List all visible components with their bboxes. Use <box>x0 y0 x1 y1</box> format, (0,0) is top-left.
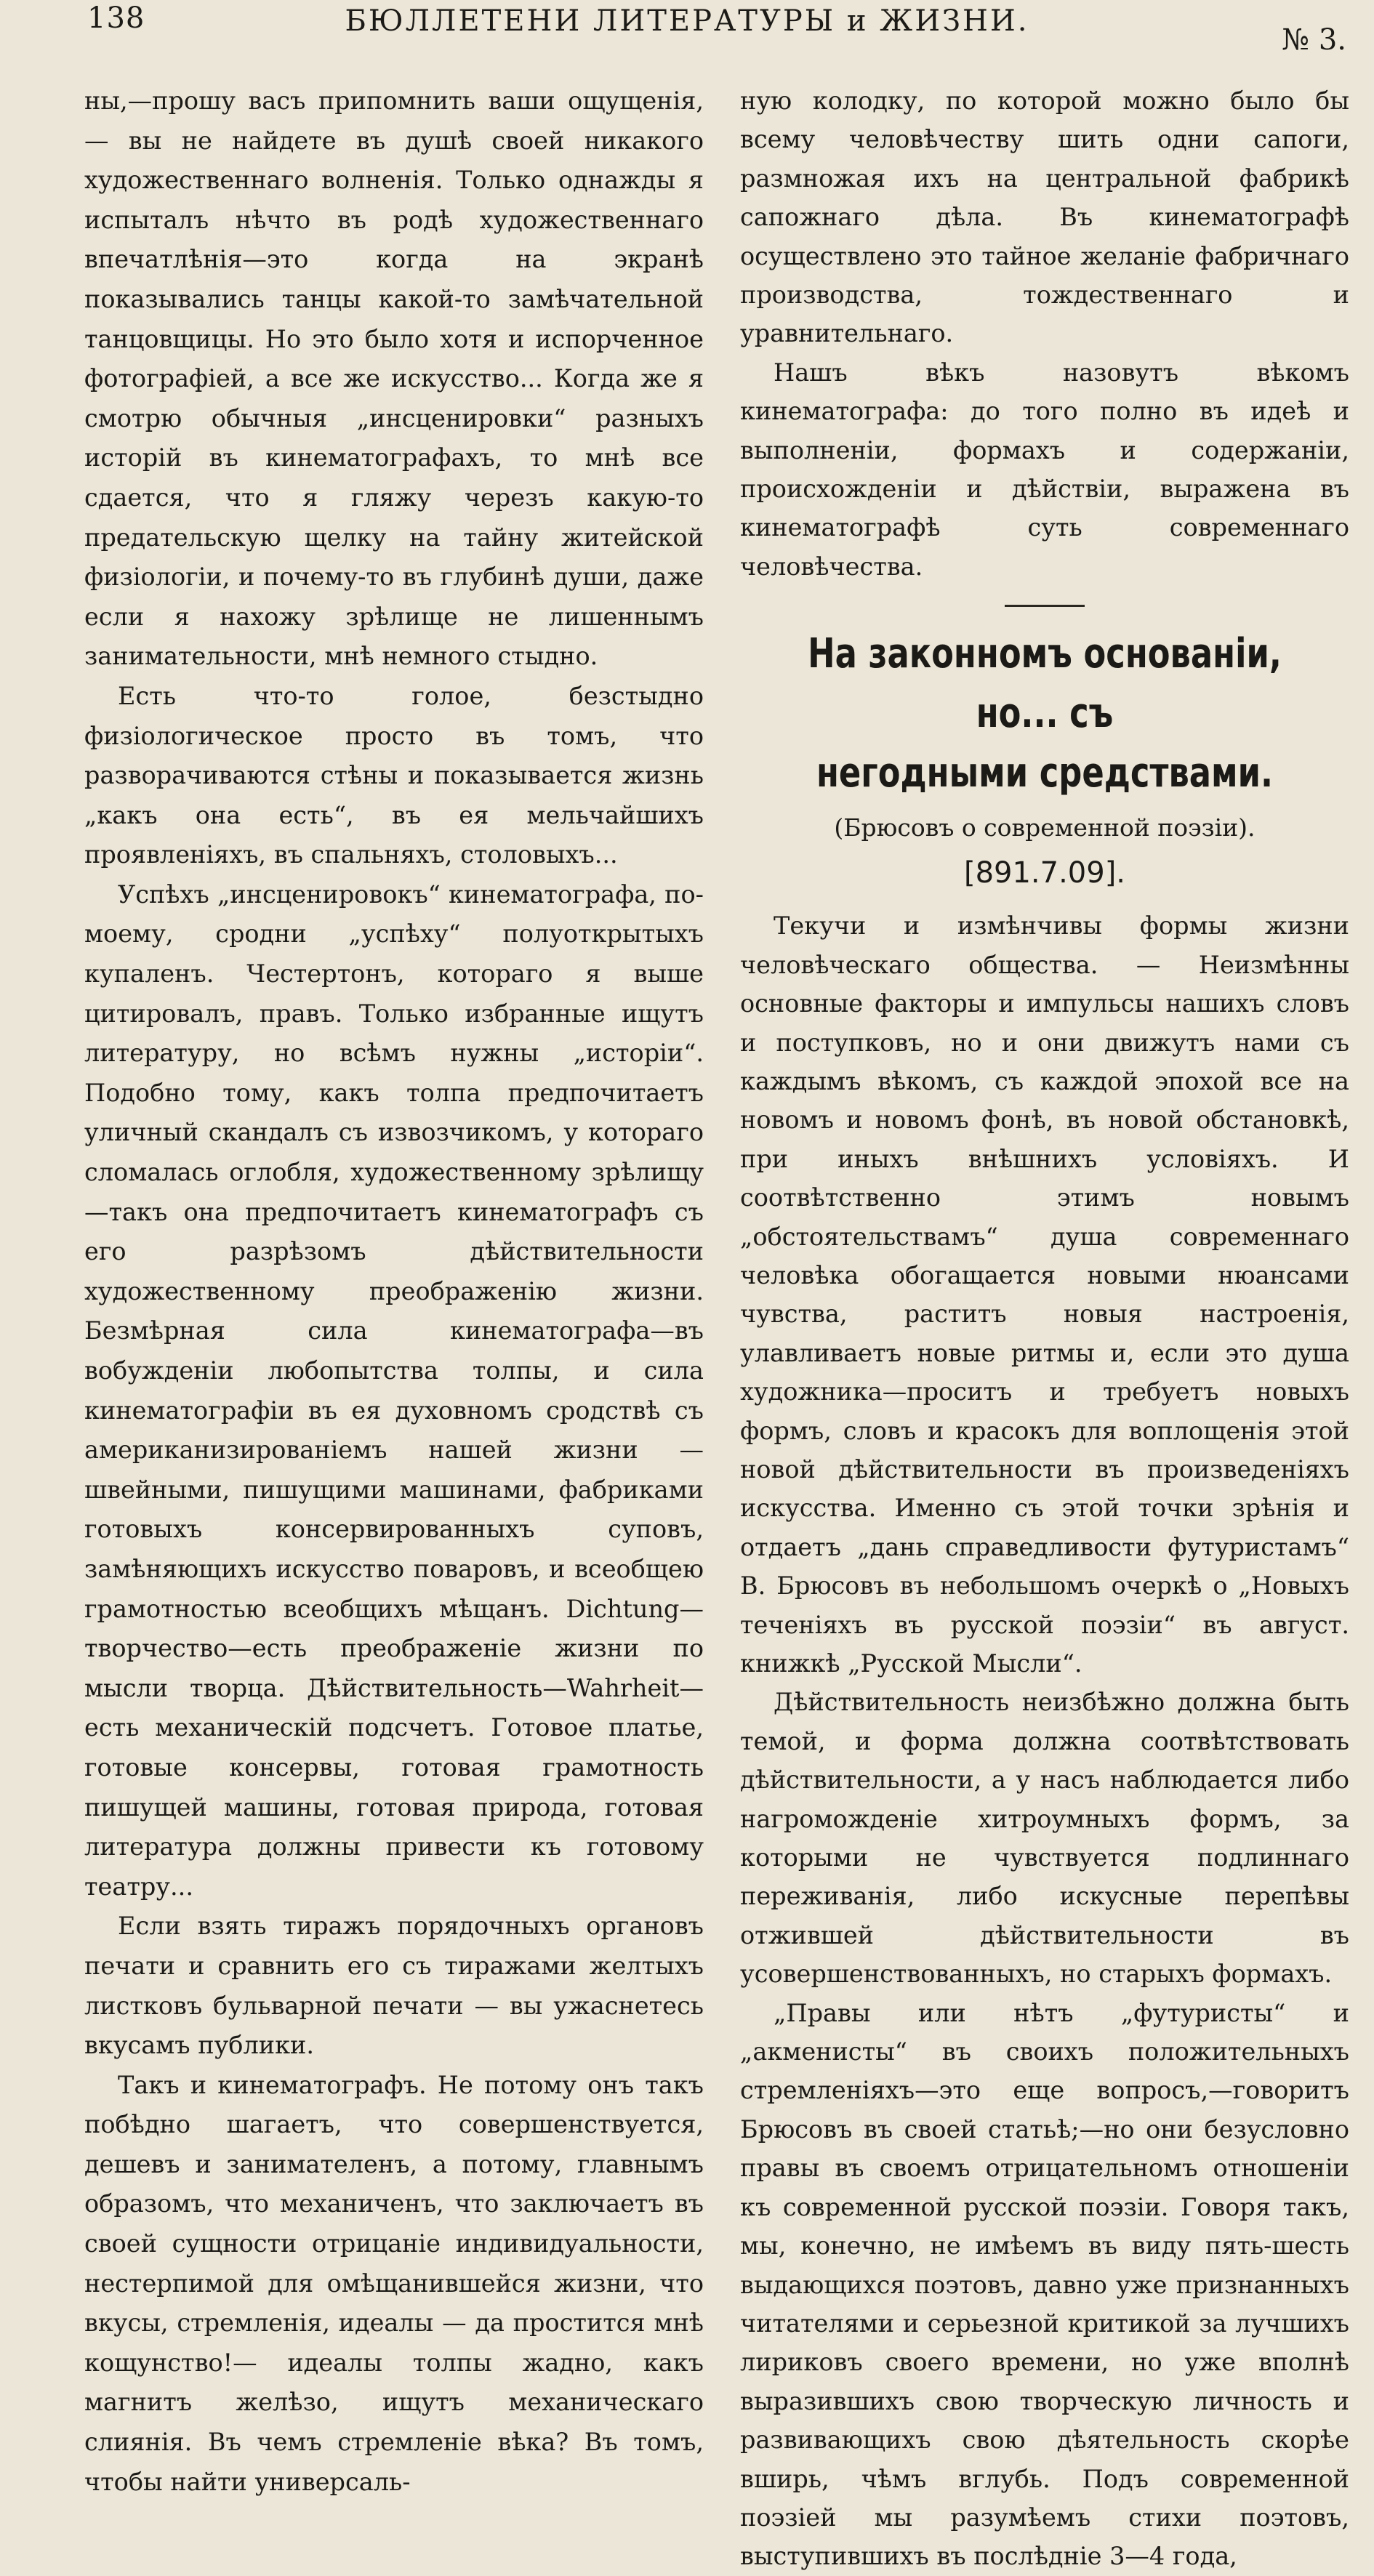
article-title-line: На законномъ основаніи, но... съ <box>808 630 1282 738</box>
paragraph: „Правы или нѣтъ „футуристы“ и „акменисты“ въ своихъ положительныхъ стремленіяхъ—это еще вопросъ,—говоритъ Брюсовъ въ своей статьѣ;—но они безусловно правы въ своемъ отрицательномъ отношеніи къ современной русской поэзіи. Говоря такъ, мы, конечно, не имѣемъ въ виду пять-шесть выдающихся поэтовъ, давно уже признанныхъ читателями и серьезной критикой за лучшихъ лириковъ своего времени, но уже вполнѣ выразившихъ свою творческую личность и развивающихъ свою дѣятельность скорѣе вширь, чѣмъ вглубь. Подъ современной поэзіей мы разумѣемъ стихи поэтовъ, выступившихъ въ послѣдніе 3—4 года, <box>740 1998 1349 2571</box>
article-subtitle: (Брюсовъ о современной поэзіи). <box>834 813 1256 842</box>
paragraph: ны,—прошу васъ припомнить ваши ощущенія,— вы не найдете въ душѣ своей никакого художественнаго волненія. Только однажды я испыталъ нѣчто въ родѣ художественнаго впечатлѣнія—это когда на экранѣ показывались танцы какой-то замѣчательной танцовщицы. Но это было хотя и испорченное фотографіей, а все же искусство... Когда же я смотрю обычныя „инсценировки“ разныхъ исторій въ кинематографахъ, то мнѣ все сдается, что я гляжу черезъ какую-то предательскую щелку на тайну житейской физіологіи, и почему-то въ глубинѣ души, даже если я нахожу зрѣлище не лишеннымъ занимательности, мнѣ немного стыдно. <box>84 86 704 671</box>
paragraph: Если взять тиражъ порядочныхъ органовъ печати и сравнить его съ тиражами желтыхъ листковъ бульварной печати — вы ужаснетесь вкусамъ публики. <box>84 1912 704 2060</box>
page-header <box>0 0 1374 58</box>
right-column <box>740 81 1349 2576</box>
paragraph: Дѣйствительность неизбѣжно должна быть темой, и форма должна соотвѣтствовать дѣйствительности, а у насъ наблюдается либо нагроможденіе хитроумныхъ формъ, за которыми не чувствуется подлиннаго переживанія, либо искусные перепѣвы отжившей дѣйствительности въ усовершенствованныхъ, но старыхъ формахъ. <box>740 1688 1349 1989</box>
section-divider <box>1005 605 1085 607</box>
left-column <box>84 81 704 2502</box>
paragraph: ную колодку, по которой можно было бы всему человѣчеству шить одни сапоги, размножая ихъ на центральной фабрикѣ сапожнаго дѣла. Въ кинематографѣ осуществлено это тайное желаніе фабричнаго производства, тождественнаго и уравнительнаго. <box>740 86 1349 348</box>
article-heading <box>740 624 1349 896</box>
paragraph: Успѣхъ „инсценировокъ“ кинематографа, по-моему, сродни „успѣху“ полуоткрытыхъ купаленъ. Честертонъ, котораго я выше цитировалъ, правъ. Только избранные ищутъ литературу, но всѣмъ нужны „исторіи“. Подобно тому, какъ толпа предпочитаетъ уличный скандалъ съ извозчикомъ, у котораго сломалась оглобля, художественному зрѣлищу—такъ она предпочитаетъ кинематографъ съ его разрѣзомъ дѣйствительности художественному преображенію жизни. Безмѣрная сила кинематографа—въ вобужденіи любопытства толпы, и сила кинематографіи въ ея духовномъ сродствѣ съ американизированіемъ нашей жизни — швейными, пишущими машинами, фабриками готовыхъ консервированныхъ суповъ, замѣняющихъ искусство поваровъ, и всеобщею грамотностью всеобщихъ мѣщанъ. Dichtung—творчество—есть преображеніе жизни по мысли творца. Дѣйствительность—Wahrheit—есть механическій подсчетъ. Готовое платье, готовые консервы, готовая грамотность пишущей машины, готовая природа, готовая литература должны привести къ готовому театру... <box>84 880 704 1901</box>
paragraph: Такъ и кинематографъ. Не потому онъ такъ побѣдно шагаетъ, что совершенствуется, дешевъ и занимателенъ, а потому, главнымъ образомъ, что механиченъ, что заключаетъ въ своей сущности отрицаніе индивидуальности, нестерпимой для омѣщанившейся жизни, что вкусы, стремленія, идеалы — да простится мнѣ кощунство!— идеалы толпы жадно, какъ магнитъ желѣзо, ищутъ механическаго слиянія. Въ чемъ стремленіе вѣка? Въ томъ, чтобы найти универсаль- <box>84 2070 704 2496</box>
paragraph: Есть что-то голое, безстыдно физіологическое просто въ томъ, что разворачиваются стѣны и показывается жизнь „какъ она есть“, въ ея мельчайшихъ проявленіяхъ, въ спальняхъ, столовыхъ... <box>84 681 704 869</box>
page-number: 138 <box>87 1 145 35</box>
paragraph: Нашъ вѣкъ назовутъ вѣкомъ кинематографа: до того полно въ идеѣ и выполненіи, формахъ и содержаніи, происхожденіи и дѣйствіи, выражена въ кинематографѣ суть современнаго человѣчества. <box>740 358 1349 581</box>
paragraph: Текучи и измѣнчивы формы жизни человѣческаго общества. — Неизмѣнны основные факторы и импульсы нашихъ словъ и поступковъ, но и они движутъ нами съ каждымъ вѣкомъ, съ каждой эпохой все на новомъ и новомъ фонѣ, въ новой обстановкѣ, при иныхъ внѣшнихъ условіяхъ. И соотвѣтственно этимъ новымъ „обстоятельствамъ“ душа современнаго человѣка обогащается новыми нюансами чувства, раститъ новыя настроенія, улавливаетъ новые ритмы и, если это душа художника—проситъ и требуетъ новыхъ формъ, словъ и красокъ для воплощенія этой новой дѣйствительности въ произведеніяхъ искусства. Именно съ этой точки зрѣнія и отдаетъ „дань справедливости футуристамъ“ В. Брюсовъ въ небольшомъ очеркѣ о „Новыхъ теченіяхъ въ русской поэзіи“ въ август. книжкѣ „Русской Мысли“. <box>740 911 1349 1678</box>
article-date: [891.7.09]. <box>963 856 1126 890</box>
issue-number: № 3. <box>1282 23 1346 57</box>
article-title-line: негодными средствами. <box>816 749 1274 797</box>
running-title: БЮЛЛЕТЕНИ ЛИТЕРАТУРЫ и ЖИЗНИ. <box>345 4 1029 38</box>
